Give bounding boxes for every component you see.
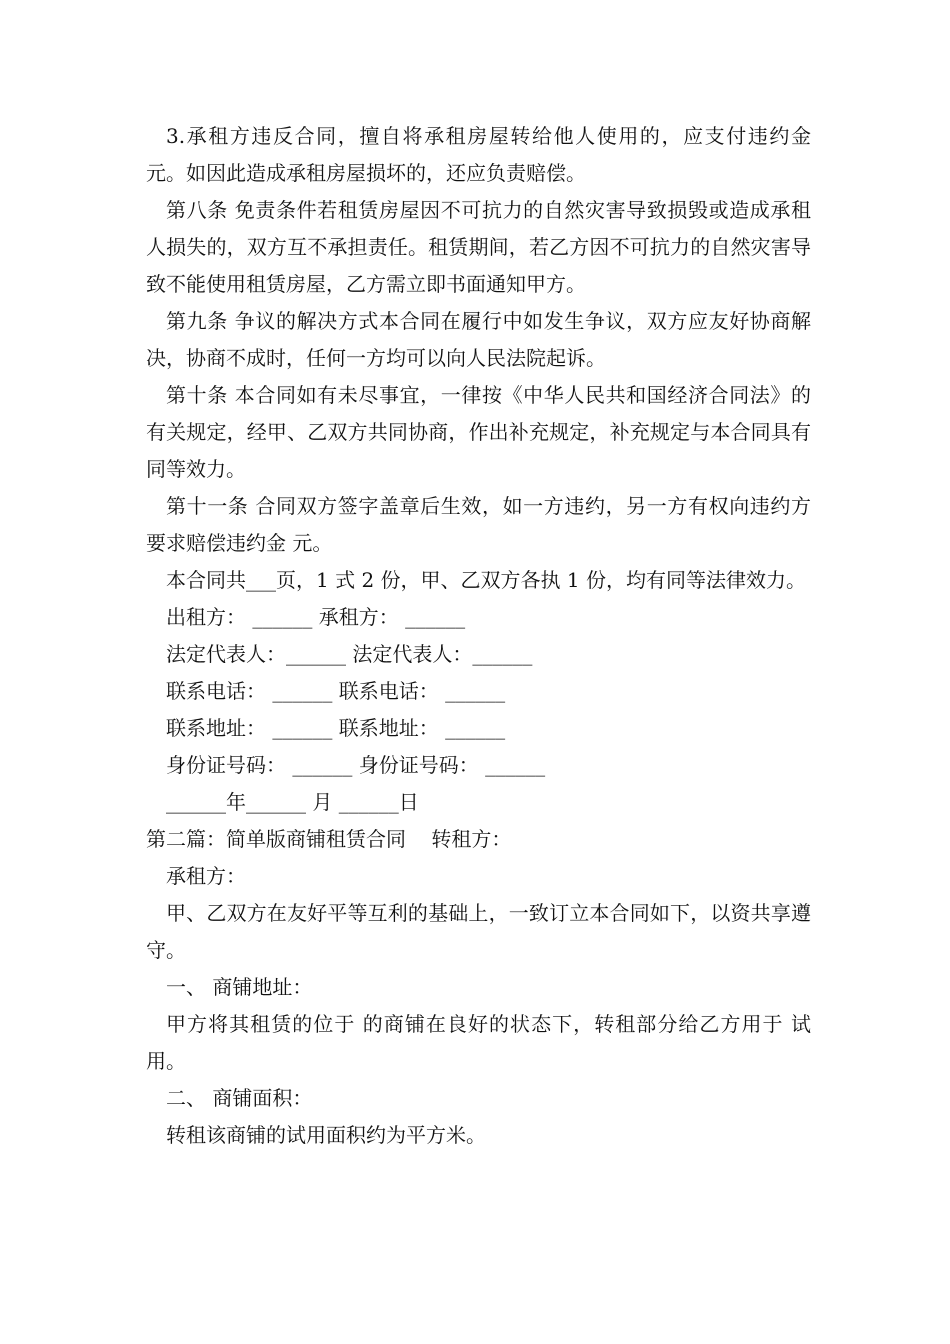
- part2-heading: 第二篇：简单版商铺租赁合同 转租方：: [146, 827, 512, 851]
- signature-rep-line: 法定代表人：______ 法定代表人：______: [166, 642, 533, 666]
- clause-10: 第十条 本合同如有未尽事宜，一律按《中华人民共和国经济合同法》的有关规定，经甲、乙双方共同协商，作出补充规定，补充规定与本合同具有同等效力。: [146, 383, 811, 481]
- signature-phone-line: 联系电话： ______ 联系电话： ______: [166, 679, 506, 703]
- section-2-text: 转租该商铺的试用面积约为平方米。: [166, 1123, 486, 1147]
- section-2-title: 二、 商铺面积：: [166, 1086, 313, 1110]
- signature-lessor-line: 出租方： ______ 承租方： ______: [166, 605, 466, 629]
- clause-7-3: 3.承租方违反合同，擅自将承租房屋转给他人使用的，应支付违约金 元。如因此造成承租房屋损坏的，还应负责赔偿。: [146, 124, 811, 185]
- section-1-text: 甲方将其租赁的位于 的商铺在良好的状态下，转租部分给乙方用于 试用。: [146, 1012, 811, 1073]
- part2-intro: 甲、乙双方在友好平等互利的基础上，一致订立本合同如下，以资共享遵守。: [146, 901, 811, 962]
- signature-address-line: 联系地址： ______ 联系地址： ______: [166, 716, 506, 740]
- clause-9: 第九条 争议的解决方式本合同在履行中如发生争议，双方应友好协商解决，协商不成时，任何一方均可以向人民法院起诉。: [146, 309, 811, 370]
- part2-lessee: 承租方：: [166, 864, 246, 888]
- clause-11: 第十一条 合同双方签字盖章后生效，如一方违约，另一方有权向违约方要求赔偿违约金 元。: [146, 494, 811, 555]
- signature-id-line: 身份证号码： ______ 身份证号码： ______: [166, 753, 546, 777]
- signature-date-line: ______年______ 月 ______日: [166, 790, 419, 814]
- document-page: [146, 118, 811, 1154]
- copies-clause: 本合同共___页，1 式 2 份，甲、乙双方各执 1 份，均有同等法律效力。: [166, 568, 806, 592]
- clause-8: 第八条 免责条件若租赁房屋因不可抗力的自然灾害导致损毁或造成承租人损失的，双方互不承担责任。租赁期间，若乙方因不可抗力的自然灾害导致不能使用租赁房屋，乙方需立即书面通知甲方。: [146, 198, 811, 296]
- section-1-title: 一、 商铺地址：: [166, 975, 313, 999]
